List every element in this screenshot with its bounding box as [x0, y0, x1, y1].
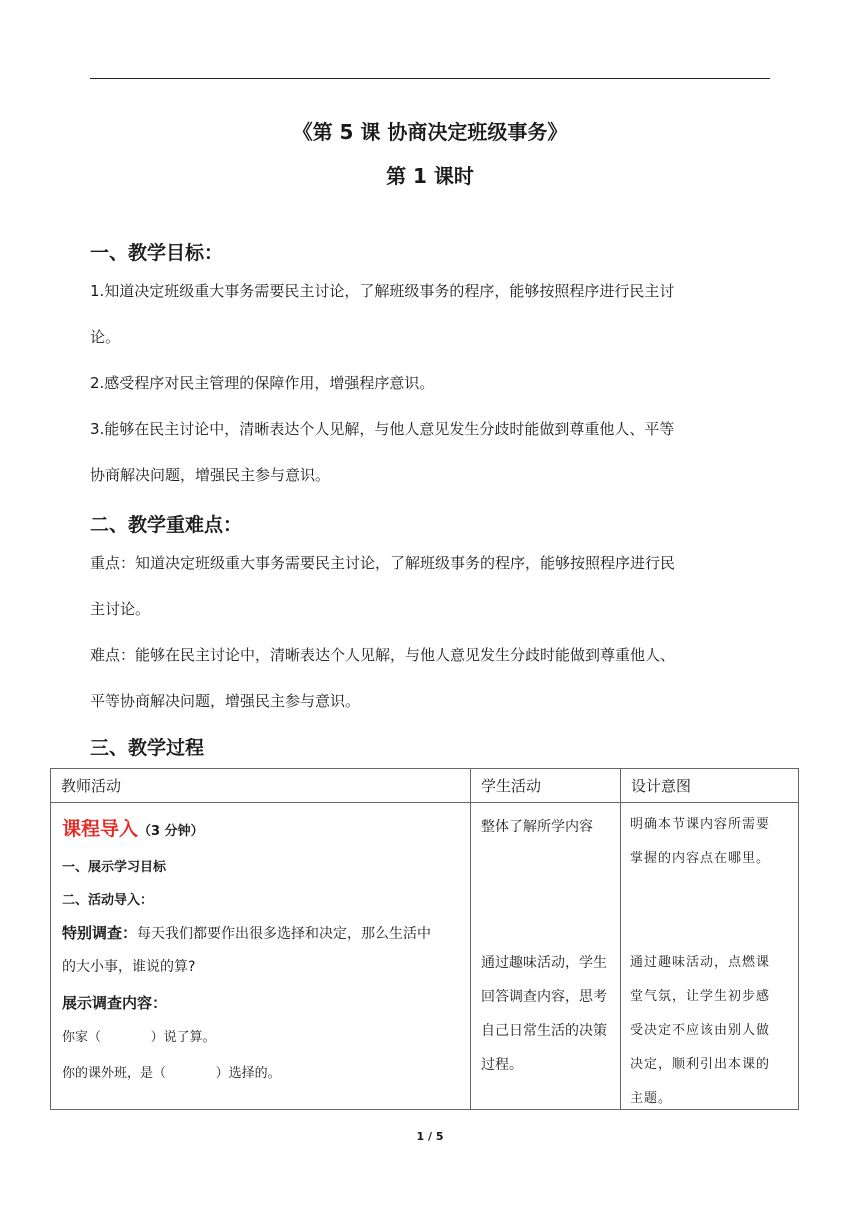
lesson-intro-title: 课程导入	[62, 818, 139, 840]
section-heading-process: 三、教学过程	[90, 737, 205, 759]
survey-text-continued: 的大小事，谁说的算?	[62, 959, 196, 975]
objective-line: 1.知道决定班级重大事务需要民主讨论，了解班级事务的程序，能够按照程序进行民主讨	[90, 282, 675, 300]
design-intent-text	[630, 946, 770, 1116]
table-row	[51, 803, 799, 1110]
design-intent-line: 受决定不应该由别人做	[630, 1023, 771, 1038]
key-point-line: 主讨论。	[90, 600, 151, 618]
design-intent-cell	[621, 803, 799, 1110]
objective-line: 协商解决问题，增强民主参与意识。	[90, 466, 331, 484]
key-point-line: 重点：知道决定班级重大事务需要民主讨论，了解班级事务的程序，能够按照程序进行民	[90, 554, 676, 572]
section-heading-objectives: 一、教学目标：	[90, 242, 224, 264]
table-header-row	[51, 769, 799, 803]
survey-question: 你家（ ）说了算。	[62, 1030, 216, 1045]
teaching-process-table	[50, 768, 799, 1110]
student-activity-line: 通过趣味活动，学生	[481, 955, 607, 971]
design-intent-line: 堂气氛，让学生初步感	[630, 989, 771, 1004]
key-point-line: 平等协商解决问题，增强民主参与意识。	[90, 692, 361, 710]
student-activity-line: 过程。	[481, 1057, 523, 1073]
teacher-activity-cell	[51, 803, 471, 1110]
document-title: 《第 5 课 协商决定班级事务》	[292, 120, 568, 144]
agenda-item: 二、活动导入：	[62, 893, 154, 908]
objective-line: 3.能够在民主讨论中，清晰表达个人见解，与他人意见发生分歧时能做到尊重他人、平等	[90, 420, 675, 438]
objective-line: 论。	[90, 328, 121, 346]
header-design-intent: 设计意图	[621, 769, 799, 803]
survey-text: 每天我们都要作出很多选择和决定，那么生活中	[137, 926, 432, 942]
section-heading-key-points: 二、教学重难点：	[90, 514, 243, 536]
student-activity-line: 自己日常生活的决策	[481, 1023, 607, 1039]
survey-question: 你的课外班，是（ ）选择的。	[62, 1066, 281, 1081]
page-number: 1 / 5	[416, 1130, 444, 1143]
design-intent-line: 通过趣味活动，点燃课	[630, 955, 771, 970]
header-rule	[90, 78, 770, 79]
student-activity-text	[481, 946, 607, 1082]
student-activity-line: 回答调查内容，思考	[481, 989, 607, 1005]
lesson-intro-duration: （3 分钟）	[138, 824, 204, 839]
agenda-item: 一、展示学习目标	[62, 860, 167, 875]
design-intent-line: 明确本节课内容所需要	[630, 817, 771, 832]
student-activity-text: 整体了解所学内容	[481, 819, 593, 835]
survey-content-label: 展示调查内容：	[62, 994, 168, 1012]
header-teacher-activity: 教师活动	[51, 769, 471, 803]
design-intent-line: 决定，顺利引出本课的	[630, 1057, 771, 1072]
objectives-text	[90, 268, 780, 498]
survey-label: 特别调查：	[62, 924, 138, 942]
design-intent-text	[630, 808, 770, 876]
key-points-text	[90, 540, 780, 724]
design-intent-line: 掌握的内容点在哪里。	[630, 851, 771, 866]
key-point-line: 难点：能够在民主讨论中，清晰表达个人见解，与他人意见发生分歧时能做到尊重他人、	[90, 646, 676, 664]
objective-line: 2.感受程序对民主管理的保障作用，增强程序意识。	[90, 374, 435, 392]
student-activity-cell	[471, 803, 621, 1110]
document-subtitle: 第 1 课时	[386, 164, 474, 188]
design-intent-line: 主题。	[630, 1091, 673, 1106]
header-student-activity: 学生活动	[471, 769, 621, 803]
